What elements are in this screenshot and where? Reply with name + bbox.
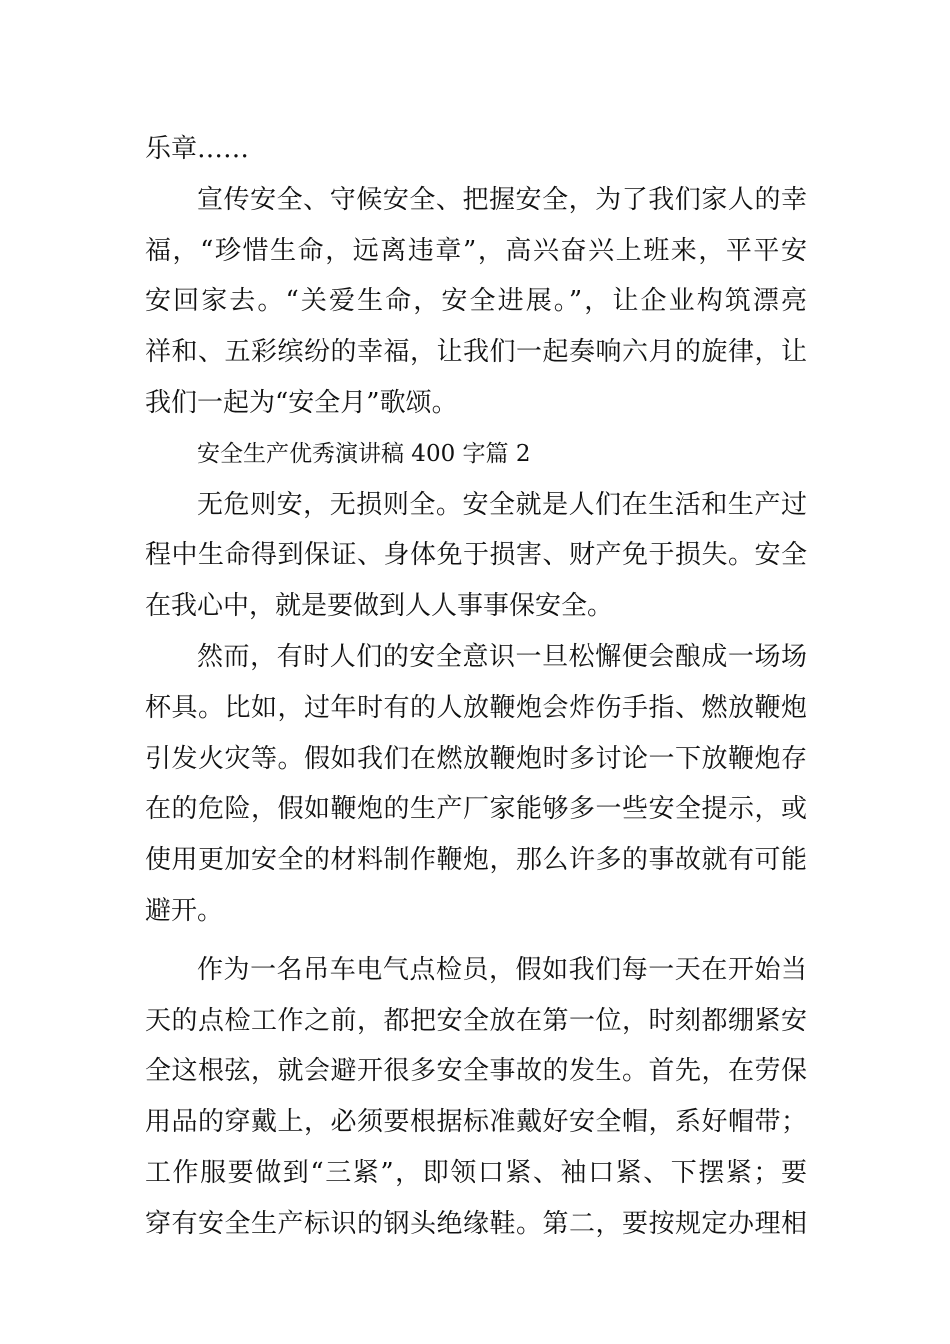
text-line: 避开。: [145, 895, 224, 926]
text-line: 用品的穿戴上，必须要根据标准戴好安全帽，系好帽带；: [145, 1107, 807, 1138]
document-body: [145, 124, 807, 1250]
text-line: 安回家去。“关爱生命，安全进展。”，让企业构筑漂亮: [145, 286, 807, 317]
text-line: 引发火灾等。假如我们在燃放鞭炮时多讨论一下放鞭炮存: [145, 743, 807, 774]
text-line: 作为一名吊车电气点检员，假如我们每一天在开始当: [197, 954, 807, 985]
text-line: 程中生命得到保证、身体免于损害、财产免于损失。安全: [145, 540, 807, 571]
text-line: 穿有安全生产标识的钢头绝缘鞋。第二，要按规定办理相: [145, 1208, 807, 1239]
text-line: 使用更加安全的材料制作鞭炮，那么许多的事故就有可能: [145, 845, 807, 876]
text-line: 然而，有时人们的安全意识一旦松懈便会酿成一场场: [197, 641, 807, 672]
text-line: 无危则安，无损则全。安全就是人们在生活和生产过: [197, 489, 807, 520]
text-line: 祥和、五彩缤纷的幸福，让我们一起奏响六月的旋律，让: [145, 337, 807, 368]
text-line: 在的危险，假如鞭炮的生产厂家能够多一些安全提示，或: [145, 794, 807, 825]
text-line: 我们一起为“安全月”歌颂。: [145, 387, 458, 418]
text-line: 杯具。比如，过年时有的人放鞭炮会炸伤手指、燃放鞭炮: [145, 692, 807, 723]
text-line: 乐章……: [145, 134, 250, 164]
text-line: 工作服要做到“三紧”，即领口紧、袖口紧、下摆紧；要: [145, 1157, 807, 1188]
text-line: 天的点检工作之前，都把安全放在第一位，时刻都绷紧安: [145, 1005, 807, 1036]
section-heading: 安全生产优秀演讲稿 400 字篇 2: [197, 440, 531, 467]
text-line: 宣传安全、守候安全、把握安全，为了我们家人的幸: [197, 184, 807, 215]
text-line: 在我心中，就是要做到人人事事保安全。: [145, 591, 614, 622]
text-line: 全这根弦，就会避开很多安全事故的发生。首先，在劳保: [145, 1056, 807, 1087]
text-line: 福，“珍惜生命，远离违章”，高兴奋兴上班来，平平安: [145, 235, 807, 266]
